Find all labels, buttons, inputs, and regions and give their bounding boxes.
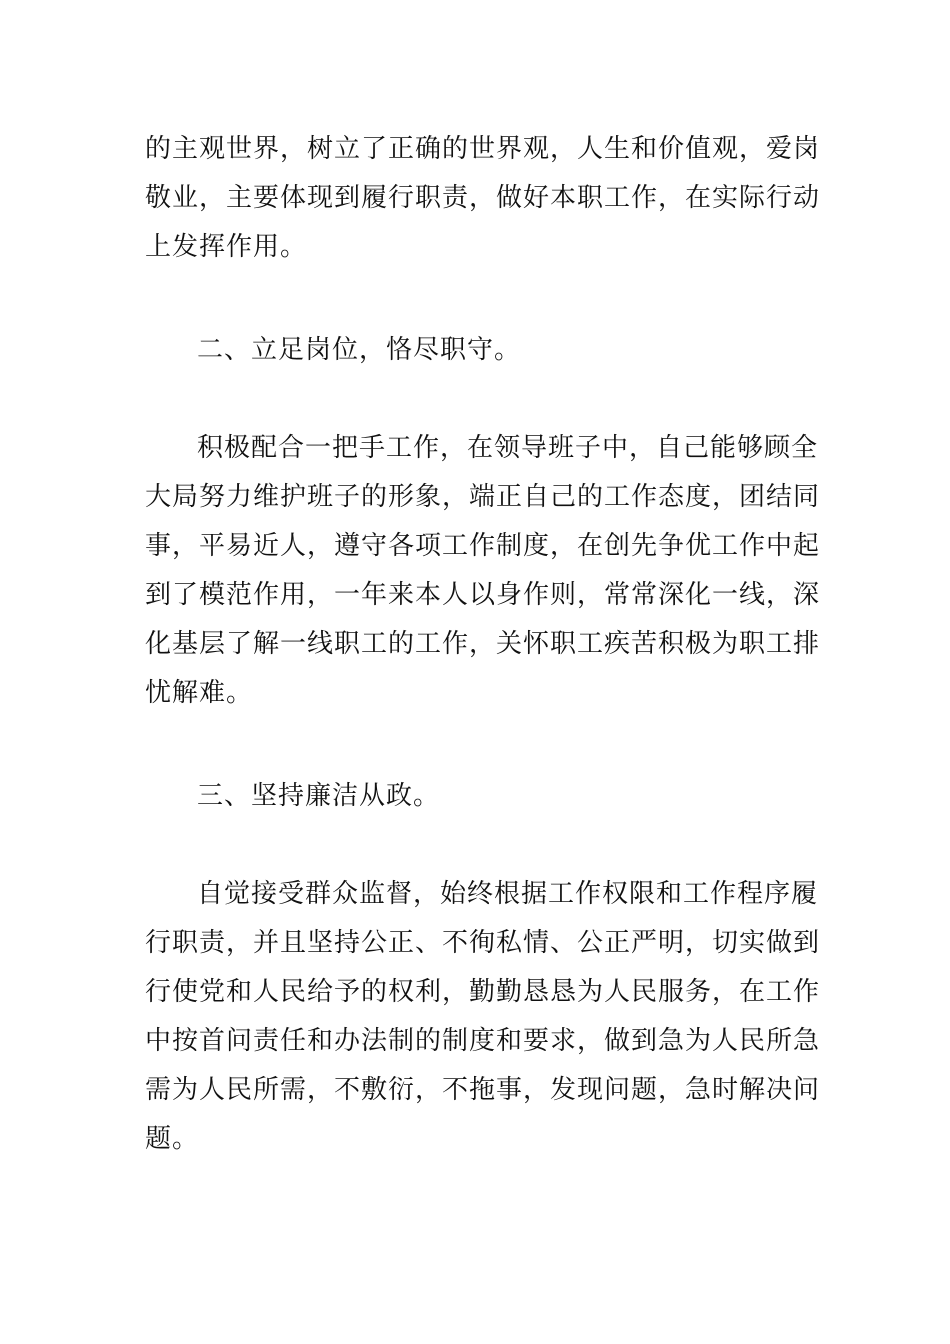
- heading-text: 二、立足岗位，恪尽职守。: [197, 335, 522, 365]
- paragraph-line: 自觉接受群众监督，始终根据工作权限和工作程序履: [197, 879, 819, 909]
- paragraph-line: 的主观世界，树立了正确的世界观，人生和价值观，爱岗: [145, 134, 821, 164]
- paragraph-line: 行职责，并且坚持公正、不徇私情、公正严明，切实做到: [145, 928, 821, 958]
- paragraph-line: 敬业，主要体现到履行职责，做好本职工作，在实际行动: [145, 183, 821, 213]
- paragraph-line: 上发挥作用。: [145, 232, 308, 262]
- paragraph-line: 忧解难。: [145, 678, 254, 708]
- paragraph-2: [145, 424, 821, 718]
- section-heading-2: [145, 326, 810, 375]
- section-heading-3: [145, 772, 810, 821]
- paragraph-line: 行使党和人民给予的权利，勤勤恳恳为人民服务，在工作: [145, 977, 821, 1007]
- paragraph-line: 大局努力维护班子的形象，端正自己的工作态度，团结同: [145, 482, 821, 512]
- paragraph-line: 到了模范作用，一年来本人以身作则，常常深化一线，深: [145, 580, 821, 610]
- paragraph-line: 中按首问责任和办法制的制度和要求，做到急为人民所急: [145, 1026, 821, 1056]
- paragraph-3: [145, 870, 821, 1164]
- paragraph-line: 化基层了解一线职工的工作，关怀职工疾苦积极为职工排: [145, 629, 821, 659]
- paragraph-line: 事，平易近人，遵守各项工作制度，在创先争优工作中起: [145, 531, 821, 561]
- paragraph-line: 题。: [145, 1124, 200, 1154]
- paragraph-line: 积极配合一把手工作，在领导班子中，自己能够顾全: [197, 433, 819, 463]
- heading-text: 三、坚持廉洁从政。: [197, 781, 441, 811]
- paragraph-line: 需为人民所需，不敷衍，不拖事，发现问题，急时解决问: [145, 1075, 821, 1105]
- paragraph-1: [145, 125, 821, 272]
